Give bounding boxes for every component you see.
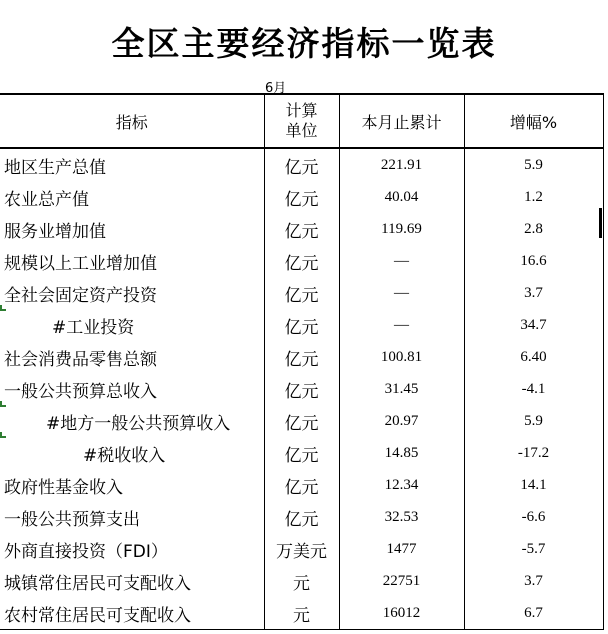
indicator-growth: 2.8 [464,213,603,245]
indicator-name: 社会消费品零售总额 [0,341,264,373]
indicator-unit: 亿元 [264,245,339,277]
indicator-unit: 亿元 [264,213,339,245]
indicator-growth: 14.1 [464,469,603,501]
period-label: 6月 [265,81,287,96]
header-unit-top: 计算 [285,101,318,120]
indicator-unit: 万美元 [264,533,339,565]
indicator-growth: 1.2 [464,181,603,213]
table-row [0,245,603,277]
indicator-unit: 亿元 [264,341,339,373]
indicator-name: 城镇常住居民可支配收入 [0,565,264,597]
indicator-name: #税收收入 [0,437,264,469]
indicator-growth: -4.1 [464,373,603,405]
indicator-unit: 亿元 [264,181,339,213]
indicator-unit: 亿元 [264,437,339,469]
indicator-value: 16012 [339,597,464,630]
indicator-unit: 元 [264,565,339,597]
table-row [0,533,603,565]
indicator-unit: 亿元 [264,405,339,437]
indicator-name: 一般公共预算支出 [0,501,264,533]
indicator-unit: 元 [264,597,339,630]
indicator-growth: -6.6 [464,501,603,533]
indicator-value: — [339,309,464,341]
table-header-row [0,94,603,148]
cell-comment-marker [0,401,6,407]
table-row [0,213,603,245]
page-title: 全区主要经济指标一览表 [111,24,497,63]
indicator-name: 农业总产值 [0,181,264,213]
indicator-name: #地方一般公共预算收入 [0,405,264,437]
table-row [0,405,603,437]
indicator-unit: 亿元 [264,373,339,405]
indicator-name: #工业投资 [0,309,264,341]
table-row [0,597,603,630]
indicator-value: 40.04 [339,181,464,213]
table-row [0,181,603,213]
indicator-value: 119.69 [339,213,464,245]
indicator-growth: 6.40 [464,341,603,373]
text-cursor-mark [599,208,602,238]
indicator-growth: -17.2 [464,437,603,469]
indicator-unit: 亿元 [264,148,339,181]
table-row [0,373,603,405]
indicator-name: 服务业增加值 [0,213,264,245]
table-row [0,148,603,181]
indicator-growth: 6.7 [464,597,603,630]
table-row [0,501,603,533]
indicator-value: 1477 [339,533,464,565]
indicator-name: 全社会固定资产投资 [0,277,264,309]
indicator-name: 农村常住居民可支配收入 [0,597,264,630]
indicator-unit: 亿元 [264,309,339,341]
indicator-table [0,93,604,630]
header-unit [264,94,339,148]
indicator-growth: 5.9 [464,405,603,437]
header-unit-bottom: 单位 [285,121,318,140]
indicator-value: — [339,245,464,277]
header-cumulative: 本月止累计 [339,94,464,148]
table-row [0,437,603,469]
table-row [0,565,603,597]
table-row [0,469,603,501]
indicator-growth: 16.6 [464,245,603,277]
table-row [0,309,603,341]
indicator-growth: 3.7 [464,277,603,309]
indicator-value: 221.91 [339,148,464,181]
header-growth: 增幅% [464,94,603,148]
indicator-value: 12.34 [339,469,464,501]
indicator-growth: 5.9 [464,148,603,181]
indicator-value: 22751 [339,565,464,597]
indicator-name: 规模以上工业增加值 [0,245,264,277]
indicator-value: 20.97 [339,405,464,437]
cell-comment-marker [0,432,6,438]
indicator-name: 外商直接投资（FDI） [0,533,264,565]
table-row [0,277,603,309]
indicator-growth: 3.7 [464,565,603,597]
indicator-growth: 34.7 [464,309,603,341]
indicator-unit: 亿元 [264,277,339,309]
indicator-unit: 亿元 [264,469,339,501]
table-row [0,341,603,373]
indicator-value: 14.85 [339,437,464,469]
indicator-name: 政府性基金收入 [0,469,264,501]
indicator-growth: -5.7 [464,533,603,565]
indicator-value: — [339,277,464,309]
indicator-name: 地区生产总值 [0,148,264,181]
indicator-name: 一般公共预算总收入 [0,373,264,405]
indicator-value: 31.45 [339,373,464,405]
indicator-value: 100.81 [339,341,464,373]
indicator-value: 32.53 [339,501,464,533]
indicator-unit: 亿元 [264,501,339,533]
cell-comment-marker [0,305,6,311]
header-indicator: 指标 [0,94,264,148]
